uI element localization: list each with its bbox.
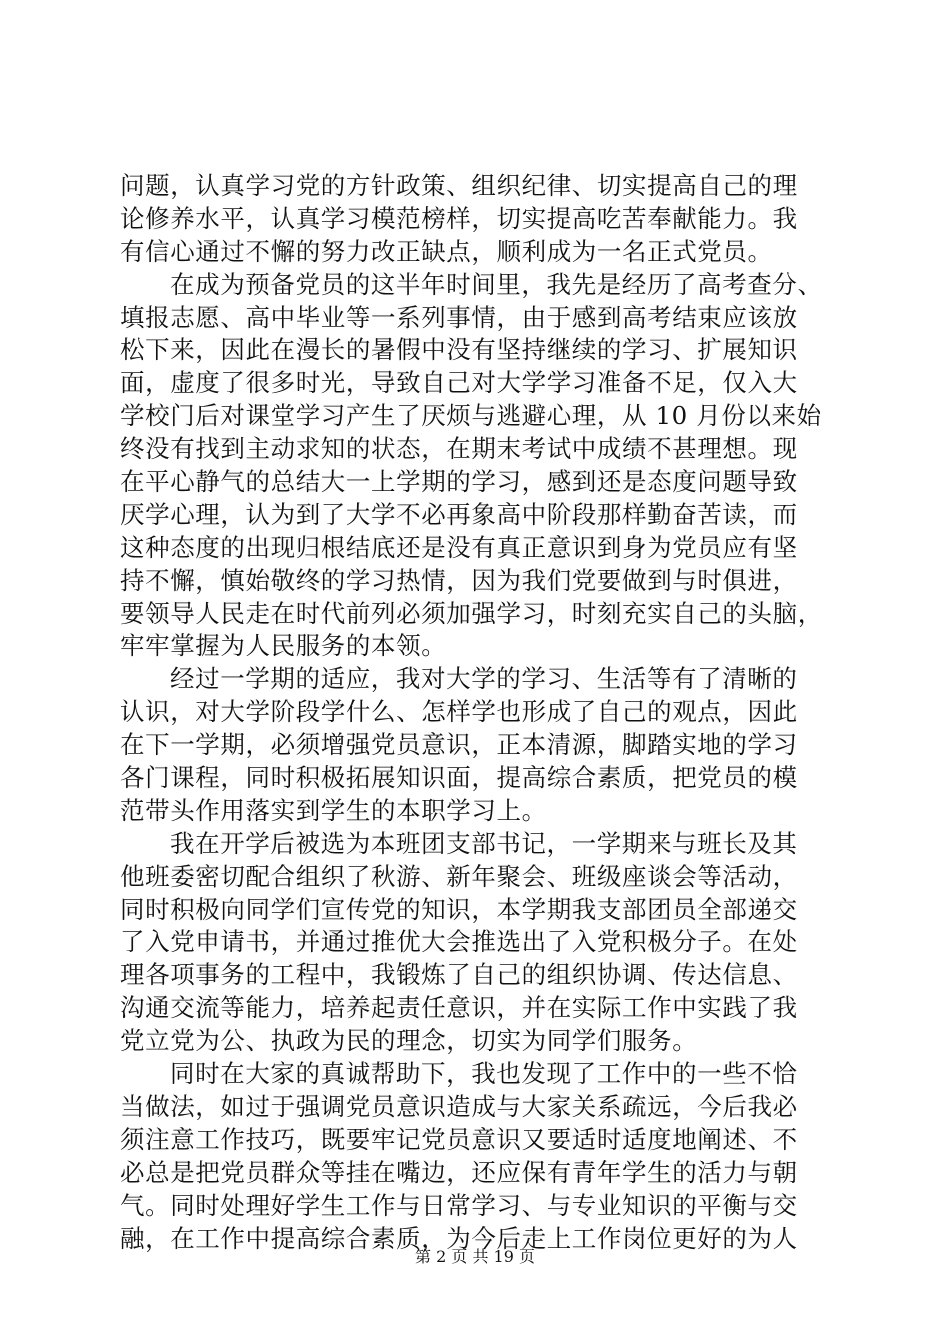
text-line: 认识，对大学阶段学什么、怎样学也形成了自己的观点，因此 xyxy=(120,697,798,727)
text-line: 范带头作用落实到学生的本职学习上。 xyxy=(120,795,547,825)
text-line: 终没有找到主动求知的状态，在期末考试中成绩不甚理想。现 xyxy=(120,434,798,464)
text-line: 气。同时处理好学生工作与日常学习、与专业知识的平衡与交 xyxy=(120,1190,798,1220)
text-line: 必总是把党员群众等挂在嘴边，还应保有青年学生的活力与朝 xyxy=(120,1157,798,1187)
text-line: 同时积极向同学们宣传党的知识，本学期我支部团员全部递交 xyxy=(120,894,798,924)
text-line: 松下来，因此在漫长的暑假中没有坚持继续的学习、扩展知识 xyxy=(120,335,798,365)
text-line: 论修养水平，认真学习模范榜样，切实提高吃苦奉献能力。我 xyxy=(120,203,798,233)
text-line: 厌学心理，认为到了大学不必再象高中阶段那样勤奋苦读，而 xyxy=(120,499,798,529)
paragraph-first-line: 经过一学期的适应，我对大学的学习、生活等有了清晰的 xyxy=(170,664,798,694)
text-line: 融，在工作中提高综合素质，为今后走上工作岗位更好的为人 xyxy=(120,1223,798,1253)
text-line: 了入党申请书，并通过推优大会推选出了入党积极分子。在处 xyxy=(120,927,798,957)
text-line: 须注意工作技巧，既要牢记党员意识又要适时适度地阐述、不 xyxy=(120,1124,798,1154)
text-line: 持不懈，慎始敬终的学习热情，因为我们党要做到与时俱进， xyxy=(120,565,798,595)
text-line: 他班委密切配合组织了秋游、新年聚会、班级座谈会等活动， xyxy=(120,861,798,891)
paragraph-first-line: 在成为预备党员的这半年时间里，我先是经历了高考查分、 xyxy=(170,269,823,299)
text-line: 在平心静气的总结大一上学期的学习，感到还是态度问题导致 xyxy=(120,467,798,497)
text-line: 要领导人民走在时代前列必须加强学习，时刻充实自己的头脑， xyxy=(120,598,823,628)
text-line: 牢牢掌握为人民服务的本领。 xyxy=(120,631,447,661)
text-line: 有信心通过不懈的努力改正缺点，顺利成为一名正式党员。 xyxy=(120,236,773,266)
text-line: 各门课程，同时积极拓展知识面，提高综合素质，把党员的模 xyxy=(120,763,798,793)
document-body xyxy=(120,170,840,1255)
paragraph-first-line: 我在开学后被选为本班团支部书记，一学期来与班长及其 xyxy=(170,828,798,858)
text-line: 面，虚度了很多时光，导致自己对大学学习准备不足，仅入大 xyxy=(120,368,798,398)
text-line: 当做法，如过于强调党员意识造成与大家关系疏远，今后我必 xyxy=(120,1091,798,1121)
text-line: 问题，认真学习党的方针政策、组织纪律、切实提高自己的理 xyxy=(120,171,798,200)
text-line: 理各项事务的工程中，我锻炼了自己的组织协调、传达信息、 xyxy=(120,960,798,990)
text-line: 沟通交流等能力，培养起责任意识，并在实际工作中实践了我 xyxy=(120,993,798,1023)
paragraph-first-line: 同时在大家的真诚帮助下，我也发现了工作中的一些不恰 xyxy=(170,1059,798,1089)
text-line: 党立党为公、执政为民的理念，切实为同学们服务。 xyxy=(120,1026,698,1056)
text-line: 这种态度的出现归根结底还是没有真正意识到身为党员应有坚 xyxy=(120,532,798,562)
page-number-footer: 第 2 页 共 19 页 xyxy=(415,1247,535,1266)
text-line: 学校门后对课堂学习产生了厌烦与逃避心理，从 10 月份以来始 xyxy=(120,401,822,431)
text-line: 填报志愿、高中毕业等一系列事情，由于感到高考结束应该放 xyxy=(120,302,798,332)
text-line: 在下一学期，必须增强党员意识，正本清源，脚踏实地的学习 xyxy=(120,730,798,760)
